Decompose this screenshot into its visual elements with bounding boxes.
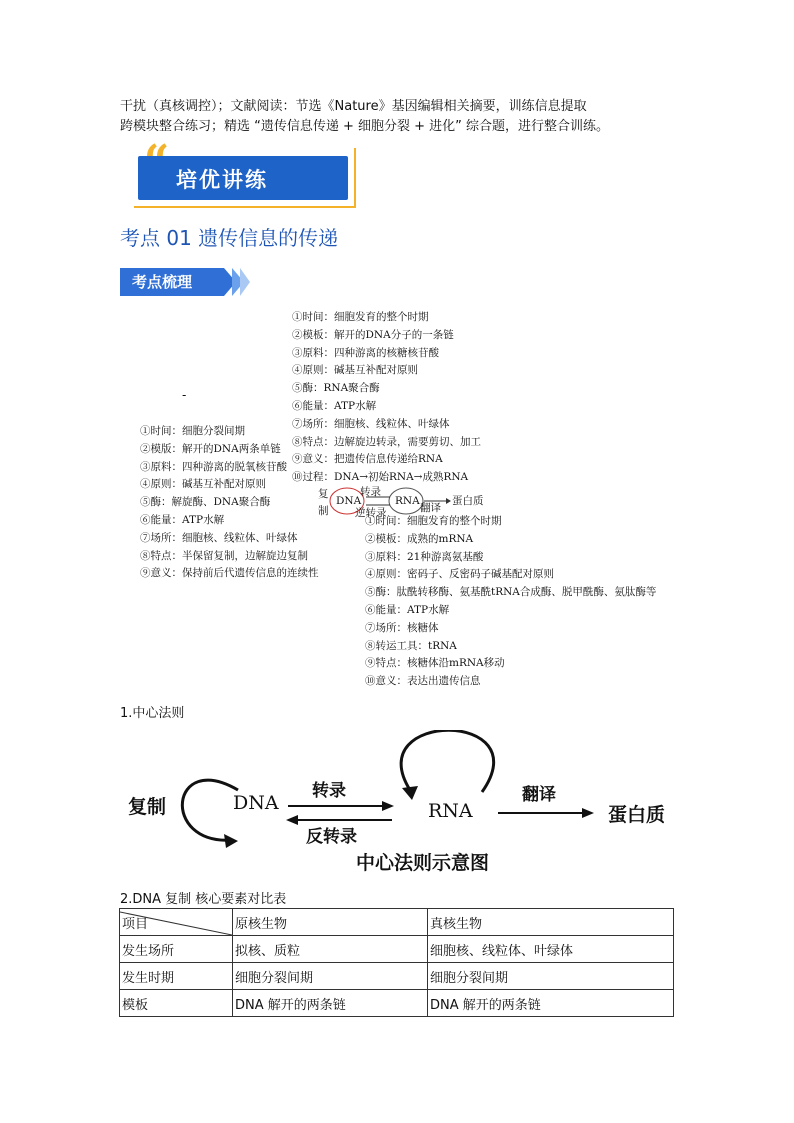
protein-label: 蛋白质 xyxy=(608,804,666,826)
list-item: ③原料：21种游离氨基酸 xyxy=(365,550,484,563)
transcription-label: 转录 xyxy=(312,781,346,801)
table-header-row xyxy=(120,909,674,936)
arrowhead-icon xyxy=(402,786,418,800)
table-cell: 发生时期 xyxy=(120,963,233,990)
table-cell: 细胞分裂间期 xyxy=(428,963,674,990)
diagonal-divider xyxy=(120,909,232,936)
mini-protein: 蛋白质 xyxy=(452,495,484,507)
table-row xyxy=(120,990,674,1017)
intro-line-2: 跨模块整合练习；精选 “遗传信息传递 + 细胞分裂 + 进化” 综合题，进行整合训练。 xyxy=(120,119,610,134)
mini-rep-2: 制 xyxy=(318,505,329,517)
mini-reverse: 逆转录 xyxy=(355,507,387,519)
list-item: ⑤酶：RNA聚合酶 xyxy=(292,382,380,395)
list-item: ⑦场所：细胞核、线粒体、叶绿体 xyxy=(140,531,298,544)
arrowhead-icon xyxy=(382,801,394,811)
mini-rna: RNA xyxy=(395,495,420,507)
diagram-caption: 中心法则示意图 xyxy=(356,852,490,874)
intro-line-1: 干扰（真核调控）；文献阅读：节选《Nature》基因编辑相关摘要，训练信息提取 xyxy=(120,99,587,114)
tag-label: 考点梳理 xyxy=(120,268,224,296)
list-item: ①时间：细胞发育的整个时期 xyxy=(292,311,429,323)
list-item: ⑥能量：ATP水解 xyxy=(140,513,225,526)
table-cell: DNA 解开的两条链 xyxy=(233,990,428,1017)
replication-list xyxy=(140,423,319,583)
list-item: ⑤酶：肽酰转移酶、氨基酰tRNA合成酶、脱甲酰酶、氨肽酶等 xyxy=(365,586,657,599)
table-cell: 细胞分裂间期 xyxy=(233,963,428,990)
list-item: ⑧转运工具：tRNA xyxy=(365,639,457,652)
list-item: ④原则：碱基互补配对原则 xyxy=(140,478,266,491)
list-item: ①时间：细胞发育的整个时期 xyxy=(365,515,502,527)
list-item: ⑦场所：核糖体 xyxy=(365,621,439,634)
list-item: ⑧特点：半保留复制，边解旋边复制 xyxy=(140,549,308,562)
list-item: ②模版：解开的DNA两条单链 xyxy=(140,442,281,455)
dna-label: DNA xyxy=(233,792,279,814)
table-header-cell xyxy=(120,909,233,936)
list-item: ⑨意义：保持前后代遗传信息的连续性 xyxy=(140,567,319,580)
reverse-transcription-label: 反转录 xyxy=(306,827,357,847)
list-item: ④原则：碱基互补配对原则 xyxy=(292,364,418,377)
replication-label: 复制 xyxy=(128,796,167,818)
section-banner xyxy=(120,136,360,216)
compare-table xyxy=(119,908,674,1017)
table-header-label: 项目 xyxy=(122,916,149,932)
list-item: ⑨特点：核糖体沿mRNA移动 xyxy=(365,657,505,670)
mini-rep-1: 复 xyxy=(318,488,329,500)
list-item: ⑩过程：DNA→初始RNA→成熟RNA xyxy=(292,471,469,484)
list-item: ⑧特点：边解旋边转录，需要剪切、加工 xyxy=(292,435,481,448)
arrowhead-icon xyxy=(286,815,298,825)
arrowhead-icon xyxy=(446,498,451,504)
central-dogma-heading: 1.中心法则 xyxy=(120,706,185,721)
table-header-cell: 真核生物 xyxy=(428,909,674,936)
transcription-list xyxy=(292,309,481,487)
arrowhead-icon xyxy=(582,808,594,818)
mini-translate: 翻译 xyxy=(420,502,441,514)
mini-dna: DNA xyxy=(336,495,362,507)
rna-label: RNA xyxy=(428,800,473,822)
translation-list xyxy=(365,513,656,691)
list-item: ⑨意义：把遗传信息传递给RNA xyxy=(292,453,443,466)
arrowhead-icon xyxy=(224,834,238,848)
mindmap-dash: - xyxy=(182,388,187,402)
list-item: ⑥能量：ATP水解 xyxy=(365,603,450,616)
list-item: ②模板：成熟的mRNA xyxy=(365,532,474,545)
chevron-right-icon xyxy=(240,268,250,296)
list-item: ①时间：细胞分裂间期 xyxy=(140,425,245,437)
compare-heading: 2.DNA 复制 核心要素对比表 xyxy=(120,892,287,907)
banner-title: 培优讲练 xyxy=(176,168,268,192)
section-title: 考点 01 遗传信息的传递 xyxy=(120,226,339,250)
replication-loop xyxy=(182,780,238,840)
table-header-cell: 原核生物 xyxy=(233,909,428,936)
list-item: ②模板：解开的DNA分子的一条链 xyxy=(292,328,454,341)
translation-label: 翻译 xyxy=(522,785,556,805)
list-item: ④原则：密码子、反密码子碱基配对原则 xyxy=(365,568,554,581)
list-item: ③原料：四种游离的脱氧核苷酸 xyxy=(140,460,287,473)
list-item: ⑦场所：细胞核、线粒体、叶绿体 xyxy=(292,417,450,430)
quote-icon: “ xyxy=(144,136,170,187)
table-row xyxy=(120,936,674,963)
table-row xyxy=(120,963,674,990)
list-item: ⑤酶：解旋酶、DNA聚合酶 xyxy=(140,496,271,509)
list-item: ③原料：四种游离的核糖核苷酸 xyxy=(292,346,439,359)
table-cell: DNA 解开的两条链 xyxy=(428,990,674,1017)
table-cell: 模板 xyxy=(120,990,233,1017)
table-cell: 细胞核、线粒体、叶绿体 xyxy=(428,936,674,963)
rna-replication-loop xyxy=(401,730,494,792)
table-cell: 发生场所 xyxy=(120,936,233,963)
table-cell: 拟核、质粒 xyxy=(233,936,428,963)
mini-transcribe: 转录 xyxy=(360,486,381,498)
list-item: ⑩意义：表达出遗传信息 xyxy=(365,675,481,688)
list-item: ⑥能量：ATP水解 xyxy=(292,399,377,412)
